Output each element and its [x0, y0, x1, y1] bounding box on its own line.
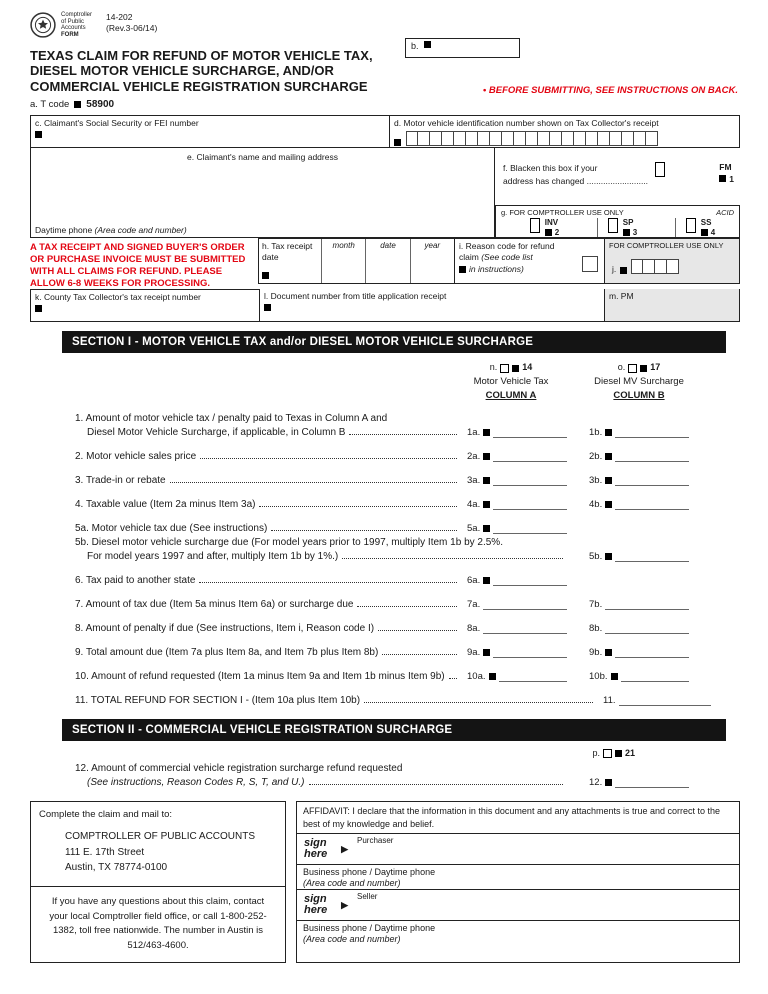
field-h-tax-receipt-date[interactable] [258, 238, 455, 284]
inv-label: INV [544, 217, 559, 227]
line-item-8: 8. Amount of penalty if due (See instructions, Item i, Reason code I) 8a. 8b. [75, 623, 735, 634]
field-e-name-address[interactable] [30, 148, 495, 238]
comb-cell[interactable] [562, 131, 574, 146]
item-12-input[interactable] [615, 778, 689, 788]
comb-cell[interactable] [442, 131, 454, 146]
line-item-3: 3. Trade-in or rebate 3a. 3b. [75, 475, 735, 486]
field-k-label: k. County Tax Collector's tax receipt number [35, 292, 201, 303]
comb-cell[interactable] [643, 259, 655, 274]
field-marker [483, 429, 490, 436]
field-marker [620, 267, 627, 274]
item-3b-input[interactable] [615, 476, 689, 486]
column-b-header: o. 17 Diesel MV Surcharge COLUMN B [594, 362, 684, 402]
address-change-and-comptroller [495, 148, 740, 238]
purchaser-label: Purchaser [357, 835, 394, 845]
mail-address: COMPTROLLER OF PUBLIC ACCOUNTS 111 E. 17th Street Austin, TX 78774-0100 [65, 831, 256, 874]
field-e-label: e. Claimant's name and mailing address [187, 151, 338, 162]
field-marker [623, 229, 630, 236]
comb-cell[interactable] [526, 131, 538, 146]
line-item-5a: 5a. Motor vehicle tax due (See instructions) 5a. [75, 523, 735, 534]
sp-group: SP 3 [597, 218, 637, 237]
field-h-label: h. Tax receipt date [259, 239, 321, 283]
field-a-tcode [30, 99, 740, 110]
refund-warning-text: A TAX RECEIPT AND SIGNED BUYER'S ORDER OR PURCHASE INVOICE MUST BE SUBMITTED WITH ALL CLAIMS FOR REFUND. PLEASE ALLOW 6-8 WEEKS FOR PROCESSING. [30, 241, 246, 289]
field-marker [605, 779, 612, 786]
field-marker [394, 139, 401, 146]
field-k-receipt-number[interactable] [30, 289, 260, 322]
arrow-icon: ▶ [341, 843, 348, 854]
comptroller-seal-logo [30, 12, 56, 43]
comb-cell[interactable] [610, 131, 622, 146]
comb-cell[interactable] [631, 259, 643, 274]
comb-cell[interactable] [550, 131, 562, 146]
item-7a-input[interactable] [483, 600, 567, 610]
section-1-header: SECTION I - MOTOR VEHICLE TAX and/or DIESEL MOTOR VEHICLE SURCHARGE [62, 331, 726, 353]
form-footer [30, 801, 740, 962]
comb-cell[interactable] [478, 131, 490, 146]
seller-label: Seller [357, 891, 378, 901]
purchaser-phone-row[interactable]: Business phone / Daytime phone (Area code and number) [297, 865, 739, 890]
sp-checkbox[interactable] [608, 218, 618, 233]
comb-cell[interactable] [454, 131, 466, 146]
comb-cell[interactable] [667, 259, 679, 274]
seller-signature-line[interactable] [357, 913, 733, 914]
form-number: 14-202 [106, 12, 133, 22]
address-changed-checkbox[interactable] [655, 162, 665, 177]
item-8b-input[interactable] [605, 624, 689, 634]
item-10a-input[interactable] [499, 672, 568, 682]
item-9a-input[interactable] [493, 648, 567, 658]
line-item-11: 11. TOTAL REFUND FOR SECTION I - (Item 10a plus Item 10b) 11. [75, 695, 735, 706]
fm-code: FM 1 [719, 161, 734, 184]
field-marker [483, 453, 490, 460]
comb-cell[interactable] [634, 131, 646, 146]
field-j-comptroller-use [605, 238, 740, 284]
line-item-2: 2. Motor vehicle sales price 2a. 2b. [75, 451, 735, 462]
field-j-label: j. [612, 263, 617, 274]
comb-cell[interactable] [406, 131, 418, 146]
field-d-label: d. Motor vehicle identification number shown on Tax Collector's receipt [394, 117, 659, 128]
item-5b-input[interactable] [615, 552, 689, 562]
field-marker [611, 673, 618, 680]
field-i-label: i. Reason code for refund [459, 240, 555, 251]
sp-label: SP [622, 217, 634, 227]
line-item-1: 1. Amount of motor vehicle tax / penalty paid to Texas in Column A and Diesel Motor Vehicle Surcharge, if applicable, in Column B 1a. 1b. [75, 413, 735, 438]
field-c-ssn-fei[interactable] [30, 115, 390, 148]
section-2-header: SECTION II - COMMERCIAL VEHICLE REGISTRATION SURCHARGE [62, 719, 726, 741]
comb-cell[interactable] [598, 131, 610, 146]
field-marker [35, 305, 42, 312]
claimant-field-grid [30, 115, 740, 323]
form-title: TEXAS CLAIM FOR REFUND OF MOTOR VEHICLE TAX, DIESEL MOTOR VEHICLE SURCHARGE, AND/OR COMMERCIAL VEHICLE REGISTRATION SURCHARGE [30, 48, 373, 94]
ss-label: SS [700, 217, 712, 227]
date-column[interactable]: date [365, 239, 409, 283]
item-1b-input[interactable] [615, 428, 689, 438]
comptroller-use-label: FOR COMPTROLLER USE ONLY [609, 240, 724, 250]
field-c-label: c. Claimant's Social Security or FEI number [35, 117, 199, 128]
field-marker [35, 131, 42, 138]
purchaser-signature-line[interactable] [357, 857, 733, 858]
field-marker [615, 750, 622, 757]
comb-cell[interactable] [622, 131, 634, 146]
affidavit-text: AFFIDAVIT: I declare that the information in this document and any attachments is true and correct to the best of my knowledge and belief. [297, 802, 739, 833]
ssn-entry-area[interactable] [35, 131, 385, 138]
field-marker [545, 229, 552, 236]
column-b-checkbox[interactable] [628, 364, 637, 373]
field-marker [719, 175, 726, 182]
form-revision: (Rev.3-06/14) [106, 22, 158, 33]
comb-cell[interactable] [430, 131, 442, 146]
seller-sign-row [297, 890, 739, 921]
tcode-value: 58900 [86, 98, 115, 110]
comb-cell[interactable] [538, 131, 550, 146]
affidavit-box [296, 801, 740, 962]
vin-comb-boxes[interactable] [406, 131, 658, 146]
field-l-label: l. Document number from title application receipt [264, 291, 447, 302]
p-code-row: p. 21 [592, 748, 635, 759]
item-11-input[interactable] [619, 696, 711, 706]
field-marker [701, 229, 708, 236]
field-marker [459, 266, 466, 273]
line-item-10: 10. Amount of refund requested (Item 1a minus Item 9a and Item 1b minus Item 9b) 10a. 10b. [75, 671, 735, 682]
mail-intro: Complete the claim and mail to: [39, 809, 173, 821]
field-marker [262, 272, 269, 279]
comb-cell[interactable] [466, 131, 478, 146]
field-marker [424, 41, 431, 48]
item-9b-input[interactable] [615, 648, 689, 658]
field-marker [605, 429, 612, 436]
field-marker [605, 553, 612, 560]
line-item-12: 12. Amount of commercial vehicle registration surcharge refund requested (See instructions, Reason Codes R, S, T, and U.) 12. [75, 763, 735, 788]
column-headers [75, 361, 735, 403]
comb-cell[interactable] [502, 131, 514, 146]
daytime-phone-label: Daytime phone (Area code and number) [35, 224, 187, 235]
field-marker [483, 577, 490, 584]
item-5a-input[interactable] [493, 524, 567, 534]
item-10b-input[interactable] [621, 672, 690, 682]
field-marker [605, 501, 612, 508]
section-2-content [75, 748, 735, 788]
field-b-box[interactable] [405, 38, 520, 58]
month-column[interactable]: month [321, 239, 365, 283]
line-item-5b: 5b. Diesel motor vehicle surcharge due (For model years prior to 1997, multiply Item 1b by 2.5%. For model years 1997 and after, multiply Item 1b by 1%.) 5b. [75, 537, 735, 562]
field-marker [605, 453, 612, 460]
field-marker [489, 673, 496, 680]
item-3a-input[interactable] [493, 476, 567, 486]
field-i-label-2: claim (See code list [459, 252, 533, 263]
field-j-comb-boxes[interactable] [631, 259, 679, 274]
field-f-label: f. Blacken this box if your address has changed .......................... [503, 162, 649, 186]
column-a-header: n. 14 Motor Vehicle Tax COLUMN A [473, 362, 549, 402]
before-submitting-note: • BEFORE SUBMITTING, SEE INSTRUCTIONS ON BACK. [482, 85, 738, 96]
field-marker [483, 477, 490, 484]
contact-help-text: If you have any questions about this claim, contact your local Comptroller field office, or call 1-800-252-1382, toll free nationwide. The number in Austin is 512/463-4600. [31, 886, 285, 962]
field-marker [74, 101, 81, 108]
field-f-address-changed [495, 148, 740, 205]
reason-code-entry-box[interactable] [582, 256, 598, 272]
item-2a-input[interactable] [493, 452, 567, 462]
line-item-7: 7. Amount of tax due (Item 5a minus Item 6a) or surcharge due 7a. 7b. [75, 599, 735, 610]
comb-cell[interactable] [490, 131, 502, 146]
item-4b-input[interactable] [615, 500, 689, 510]
line-item-6: 6. Tax paid to another state 6a. [75, 575, 735, 586]
field-b-label: b. [411, 41, 419, 51]
tcode-label: a. T code [30, 98, 70, 110]
item-4a-input[interactable] [493, 500, 567, 510]
comb-cell[interactable] [418, 131, 430, 146]
item-7b-input[interactable] [605, 600, 689, 610]
comb-cell[interactable] [574, 131, 586, 146]
item-8a-input[interactable] [483, 624, 567, 634]
field-l-document-number[interactable] [260, 289, 605, 322]
mail-to-box [30, 801, 286, 962]
section-1-content [75, 361, 735, 706]
field-marker [512, 365, 519, 372]
acid-label: ACID [716, 207, 734, 217]
p-checkbox[interactable] [603, 749, 612, 758]
field-i-label-3: in instructions) [459, 264, 600, 275]
field-marker [483, 649, 490, 656]
line-item-9: 9. Total amount due (Item 7a plus Item 8a, and Item 7b plus Item 8b) 9a. 9b. [75, 647, 735, 658]
seller-phone-row[interactable]: Business phone / Daytime phone (Area code and number) [303, 922, 436, 945]
seal-caption: Comptroller of Public Accounts FORM [61, 12, 93, 38]
ss-group: SS 4 [675, 218, 715, 237]
comb-cell[interactable] [655, 259, 667, 274]
arrow-icon: ▶ [341, 899, 348, 910]
field-i-reason-code[interactable] [455, 238, 605, 284]
purchaser-sign-row [297, 834, 739, 865]
field-g-comptroller-use [495, 205, 740, 238]
field-marker [640, 365, 647, 372]
field-g-label: g. FOR COMPTROLLER USE ONLY [501, 207, 624, 217]
inv-checkbox[interactable] [530, 218, 540, 233]
comb-cell[interactable] [514, 131, 526, 146]
item-6a-input[interactable] [493, 576, 567, 586]
ss-checkbox[interactable] [686, 218, 696, 233]
item-2b-input[interactable] [615, 452, 689, 462]
sign-here-purchaser: sign here ▶ [304, 836, 348, 861]
column-a-checkbox[interactable] [500, 364, 509, 373]
field-m-pm [605, 289, 740, 322]
inv-group: INV 2 [520, 218, 559, 237]
year-column[interactable]: year [410, 239, 454, 283]
field-marker [605, 649, 612, 656]
field-marker [605, 477, 612, 484]
comb-cell[interactable] [646, 131, 658, 146]
comb-cell[interactable] [586, 131, 598, 146]
form-header [30, 12, 740, 44]
field-marker [483, 525, 490, 532]
field-marker [483, 501, 490, 508]
item-1a-input[interactable] [493, 428, 567, 438]
line-item-4: 4. Taxable value (Item 2a minus Item 3a) 4a. 4b. [75, 499, 735, 510]
form-number-block [106, 12, 157, 33]
field-d-vin[interactable] [390, 115, 740, 148]
sign-here-seller: sign here ▶ [304, 892, 348, 917]
field-m-label: m. PM [609, 291, 634, 302]
field-marker [264, 304, 271, 311]
